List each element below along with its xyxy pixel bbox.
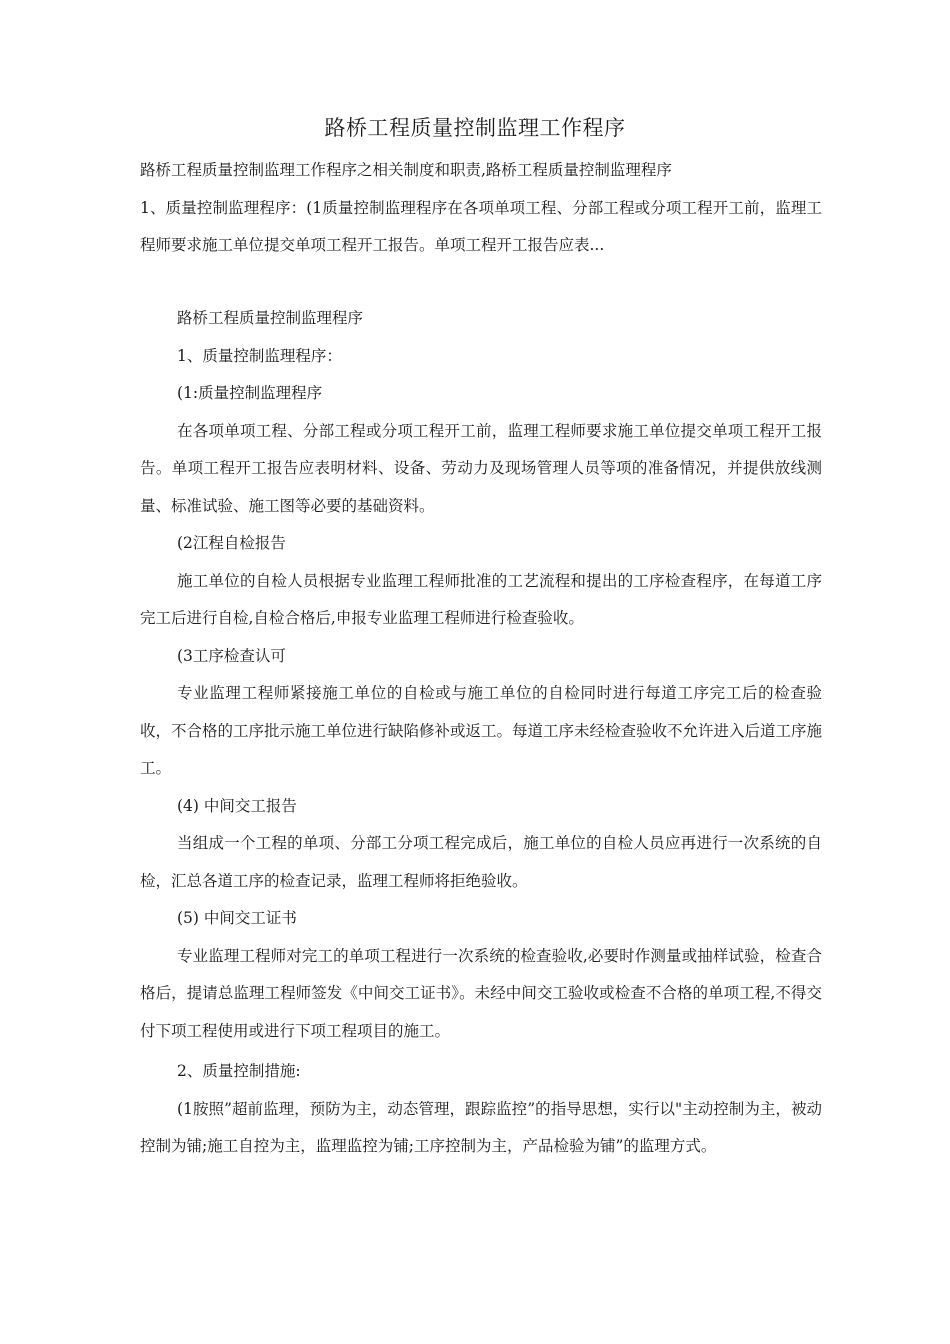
section-2-heading: 2、质量控制措施: [177,1062,301,1080]
summary-line-2: 1、质量控制监理程序：(1质量控制监理程序在各项单项工程、分部工程或分项工程开工前，监理工程师要求施工单位提交单项工程开工报告。单项工程开工报告应表... [140,198,822,254]
item-5-heading: (5) 中间交工证书 [177,909,297,927]
item-3-heading: (3工序检查认可 [177,646,286,665]
document-title: 路桥工程质量控制监理工作程序 [324,116,626,140]
item-4-heading: (4) 中间交工报告 [177,796,297,815]
section-1-heading: 1、质量控制监理程序： [177,346,342,365]
summary-block [140,152,822,265]
item-1-text: 在各项单项工程、分部工程或分项工程开工前，监理工程师要求施工单位提交单项工程开工报告。单项工程开工报告应表明材料、设备、劳动力及现场管理人员等项的准备情况，并提供放线测量、标准试验、施工图等必要的基础资料。 [140,421,822,515]
item-3-text: 专业监理工程师紧接施工单位的自检或与施工单位的自检同时进行每道工序完工后的检查验收，不合格的工序批示施工单位进行缺陷修补或返工。每道工序未经检查验收不允许进入后道工序施工。 [140,684,823,777]
item-2-text: 施工单位的自检人员根据专业监理工程师批准的工艺流程和提出的工序检查程序，在每道工序完工后进行自检,自检合格后,申报专业监理工程师进行检查验收。 [140,571,822,627]
item-2-heading: (2江程自检报告 [177,534,286,552]
item-1-heading: (1:质量控制监理程序 [177,384,323,402]
item-4-text: 当组成一个工程的单项、分部工分项工程完成后，施工单位的自检人员应再进行一次系统的自检，汇总各道工序的检查记录，监理工程师将拒绝验收。 [140,834,822,890]
body-block [140,300,822,1166]
summary-line-1: 路桥工程质量控制监理工作程序之相关制度和职责,路桥工程质量控制监理程序 [140,161,672,179]
section-2-text: (1胺照”超前监理，预防为主，动态管理，跟踪监控”的指导思想，实行以"主动控制为主，被动控制为铺;施工自控为主，监理监控为铺;工序控制为主，产品检验为铺”的监理方式。 [140,1099,822,1155]
item-5-text: 专业监理工程师对完工的单项工程进行一次系统的检查验收,必要时作测量或抽样试验，检查合格后，提请总监理工程师签发《中间交工证书》。未经中间交工验收或检查不合格的单项工程,不得交付下项工程使用或进行下项工程项目的施工。 [140,946,822,1040]
body-heading: 路桥工程质量控制监理程序 [177,309,364,327]
